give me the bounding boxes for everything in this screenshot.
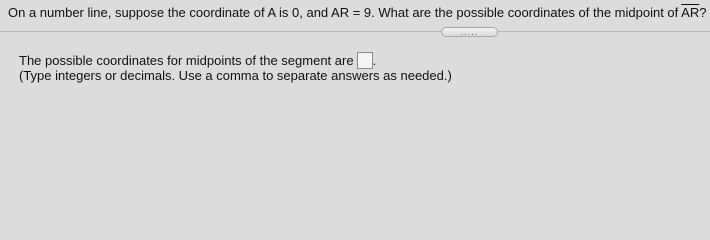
question-prefix: On a number line, suppose the coordinate of A is 0, and AR = 9. What are the possible coordinates of the midpoint of: [8, 5, 682, 20]
answer-end-period: .: [372, 53, 377, 68]
answer-input-box[interactable]: [357, 52, 373, 69]
expand-button[interactable]: .....: [441, 27, 498, 37]
answer-line: [19, 52, 376, 69]
segment-label: $\overline{AR}$: [681, 5, 700, 20]
question-suffix: ?: [699, 5, 707, 20]
question-text: [8, 5, 706, 21]
divider: [0, 31, 710, 32]
answer-prompt: The possible coordinates for midpoints of the segment are: [19, 53, 354, 68]
instruction-text: (Type integers or decimals. Use a comma to separate answers as needed.): [19, 68, 452, 83]
